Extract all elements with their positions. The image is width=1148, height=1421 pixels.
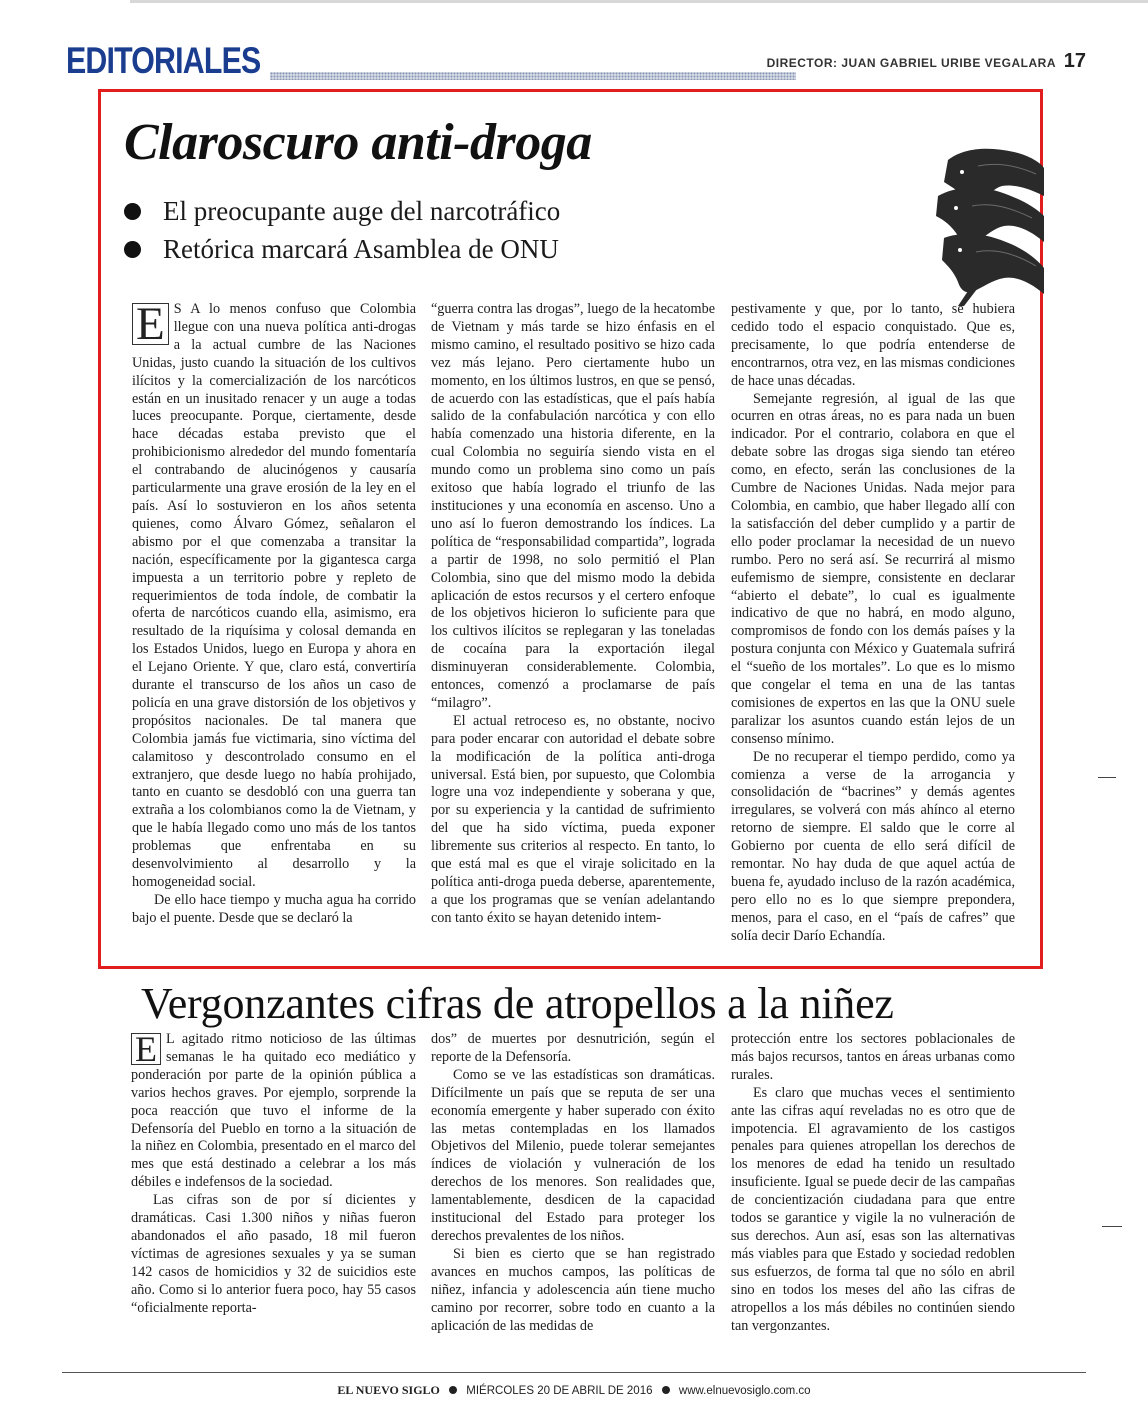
margin-mark xyxy=(1098,777,1116,778)
horses-illustration-icon xyxy=(918,126,1044,306)
margin-mark xyxy=(1102,1226,1122,1227)
paragraph-text: S A lo menos confuso que Colombia llegue con una nueva política anti-drogas a la actual cumbre de las Naciones Unidas, justo cuando la situación de los cultivos ilícitos y la comercialización de los narcóticos están en un inusitado renacer y un auge a todas luces preocupante. Porque, ciertamente, desde hace décadas estaba previsto que el prohibicionismo alrededor del mundo fomentaría el contrabando de alucinógenos y causaría particularmente una grave erosión de la ley en el país. Así lo sostuvieron en los años setenta quienes, como Álvaro Gómez, señalaron el abismo por el que comenzaba a transitar la nación, específicamente por la gigantesca carga impuesta a un territorio pobre y repleto de requerimientos de toda índole, de combatir la oferta de narcóticos cuando ella, asimismo, era resultado de la riquísima y colosal demanda en los Estados Unidos, luego en Europa y ahora en el Lejano Oriente. Y que, claro está, convertiría durante el transcurso de los años un caso de policía en una grave distorsión de los objetivos y propósitos nacionales. De tal manera que Colombia jamás fue victimaria, sino víctima del calamitoso y descontrolado consumo en el extranjero, que desde luego no había prohijado, tanto en cuanto se desdobló con una guerra tan extraña a los colombianos como la de Vietnam, y que le había llegado como uno más de los tantos problemas que enfrentaba en su desenvolvimiento al desarrollo y la homogeneidad social. xyxy=(132,301,416,890)
paragraph xyxy=(132,298,416,892)
bullet-text: Retórica marcará Asamblea de ONU xyxy=(163,233,559,264)
top-rule xyxy=(130,0,1148,3)
paragraph: protección entre los sectores poblacionales de más bajos recursos, tantos en áreas urbanas como rurales. xyxy=(731,1031,1015,1083)
editorial-bullets xyxy=(124,192,560,268)
paragraph-text: L agitado ritmo noticioso de las últimas semanas le ha quitado eco mediático y ponderación por parte de la opinión pública a varios hechos graves. Por ejemplo, sorprende la poca reacción que tuvo el informe de la Defensoría del Pueblo en torno a la situación de la niñez en Colombia, presentado en el marco del mes que está destinado a celebrar a los más débiles e indefensos de la sociedad. xyxy=(131,1031,416,1191)
editorial-column-1 xyxy=(132,298,416,928)
editorial-headline: Claroscuro anti-droga xyxy=(124,114,592,171)
bullet-icon xyxy=(124,241,141,258)
paragraph: dos” de muertes por desnutrición, según el reporte de la Defensoría. xyxy=(431,1031,715,1065)
publication-date: MIÉRCOLES 20 DE ABRIL DE 2016 xyxy=(466,1385,653,1397)
editorial2-column-2 xyxy=(431,1031,715,1335)
editorial-column-3 xyxy=(731,301,1015,946)
paragraph: Las cifras son de por sí dicientes y dramáticas. Casi 1.300 niños y niñas fueron abandonados el año pasado, 18 mil fueron víctimas de agresiones sexuales y ya se suman 142 casos de homicidios y 32 de suicidios este año. Como si lo anterior fuera poco, hay 55 casos “oficialmente reporta- xyxy=(131,1192,416,1316)
paragraph: Es claro que muchas veces el sentimiento ante las cifras aquí reveladas no es otro que de impotencia. El agravamiento de los castigos penales para quienes atropellan los derechos de los menores de edad ha tenido un resultado insuficiente. Igual se puede decir de las campañas de concientización ciudadana para que entre todos se garantice y vigile la no vulneración de sus derechos. Aun así, esas son las alternativas más viables para que Estado y sociedad redoblen sus esfuerzos, de forma tal que no sólo en abril sino en todos los meses del año las cifras de atropellos a los más débiles no continúen siendo tan vergonzantes. xyxy=(731,1084,1015,1334)
paragraph: Semejante regresión, al igual de las que ocurren en otras áreas, no es para nada un buen indicador. Por el contrario, colabora en que el debate sobre las drogas siga siendo tan etéreo como, en efecto, serán las conclusiones de la Cumbre de Naciones Unidas. Nada mejor para Colombia, en cambio, que haber llegado allí con la satisfacción del deber cumplido y a partir de ello poder proclamar la necesidad de un nuevo rumbo. Pero no será así. Se recurrirá al mismo eufemismo de siempre, consistente en declarar “abierto el debate”, lo cual es igualmente indicativo de que no habrá, en modo alguno, compromisos de fondo con los demás países y la postura conjunta con México y Guatemala sufrirá el “sueño de los mortales”. Lo que es lo mismo que congelar el tema en una de las tantas comisiones de expertos en las que la ONU suele paralizar los asuntos cuando están lejos de un consenso mínimo. xyxy=(731,390,1015,747)
separator-dot-icon xyxy=(449,1386,457,1394)
page-header xyxy=(66,40,1086,80)
footer-rule xyxy=(62,1372,1086,1373)
director-credit: DIRECTOR: JUAN GABRIEL URIBE VEGALARA xyxy=(766,56,1056,70)
paragraph: Si bien es cierto que se han registrado avances en muchos campos, las políticas de niñez, infancia y adolescencia aún tiene mucho camino por recorrer, sobre todo en cuanto a la aplicación de las medidas de xyxy=(431,1245,715,1334)
editorial-column-2 xyxy=(431,301,715,928)
bullet-icon xyxy=(124,203,141,220)
bullet-item xyxy=(124,230,560,268)
editorial-headline-2: Vergonzantes cifras de atropellos a la niñez xyxy=(141,979,894,1028)
paragraph: “guerra contra las drogas”, luego de la hecatombe de Vietnam y más tarde se hizo énfasis en el mismo camino, el resultado positivo se hizo cada vez más lejano. Pero ciertamente hubo un momento, en los últimos lustros, en que se pensó, de acuerdo con las estadísticas, que el país había salido de la confabulación narcótica y con ello había comenzado una historia diferente, en la cual Colombia no seguiría siendo vista en el mundo como un problema sino como un país exitoso que había logrado el triunfo de las instituciones y una economía en ascenso. Uno a uno así lo fueron demostrando los índices. La política de “responsabilidad compartida”, lograda a partir de 1998, no solo permitió el Plan Colombia, sino que del mismo modo la debida aplicación de estos recursos y el certero enfoque de los objetivos hicieron lo suficiente para que los cultivos ilícitos se replegaran y las toneladas de cocaína para la exportación ilegal disminuyeran considerablemente. Colombia, entonces, comenzó a proclamarse de país “milagro”. xyxy=(431,301,715,711)
drop-cap: E xyxy=(131,1033,161,1065)
header-divider-bar xyxy=(270,72,796,80)
page-number: 17 xyxy=(1063,50,1086,72)
website-url: www.elnuevosiglo.com.co xyxy=(678,1385,811,1397)
drop-cap: E xyxy=(132,303,169,345)
editorial2-column-3 xyxy=(731,1031,1015,1335)
paragraph: De ello hace tiempo y mucha agua ha corrido bajo el puente. Desde que se declaró la xyxy=(132,891,416,926)
page-footer xyxy=(0,1383,1148,1398)
editorial2-column-1 xyxy=(131,1031,416,1318)
section-title: EDITORIALES xyxy=(66,40,261,81)
paragraph xyxy=(131,1031,416,1192)
separator-dot-icon xyxy=(662,1386,670,1394)
newspaper-brand: EL NUEVO SIGLO xyxy=(337,1383,440,1397)
paragraph: De no recuperar el tiempo perdido, como ya comienza a verse de la arrogancia y consolidación de “bacrines” y demás agentes irregulares, se volverá con más ahínco al eterno retorno de siempre. El saldo que le corre al Gobierno por cuenta de ello será difícil de remontar. No hay duda de que aquel actúa de buena fe, ayudado incluso de la razón académica, pero ello no es lo que siempre prepondera, menos, para el caso, en el “país de cafres” que solía decir Darío Echandía. xyxy=(731,748,1015,944)
bullet-item xyxy=(124,192,560,230)
paragraph: El actual retroceso es, no obstante, nocivo para poder encarar con autoridad el debate sobre la modificación de la política anti-droga universal. Está bien, por supuesto, que Colombia logre una voz independiente y soberana y que, por su experiencia y la cantidad de sufrimiento del que ha sido víctima, pueda exponer libremente sus criterios al respecto. En tanto, lo que está mal es que el viraje solicitado en la política anti-droga pueda deberse, aparentemente, a que los programas que se venían adelantando con tanto éxito se hayan detenido intem- xyxy=(431,712,715,926)
paragraph: pestivamente y que, por lo tanto, se hubiera cedido todo el espacio conquistado. Que es, precisamente, lo que podría entenderse de encontrarnos, otra vez, en las mismas condiciones de hace unas décadas. xyxy=(731,301,1015,389)
bullet-text: El preocupante auge del narcotráfico xyxy=(163,195,561,226)
paragraph: Como se ve las estadísticas son dramáticas. Difícilmente un país que se reputa de ser una economía emergente y haber superado con éxito las metas contempladas en los llamados Objetivos del Milenio, puede tolerar semejantes índices de violación y vulneración de los derechos de los menores. Son realidades que, lamentablemente, desdicen de la capacidad institucional del Estado para proteger los derechos prevalentes de los niños. xyxy=(431,1066,715,1244)
